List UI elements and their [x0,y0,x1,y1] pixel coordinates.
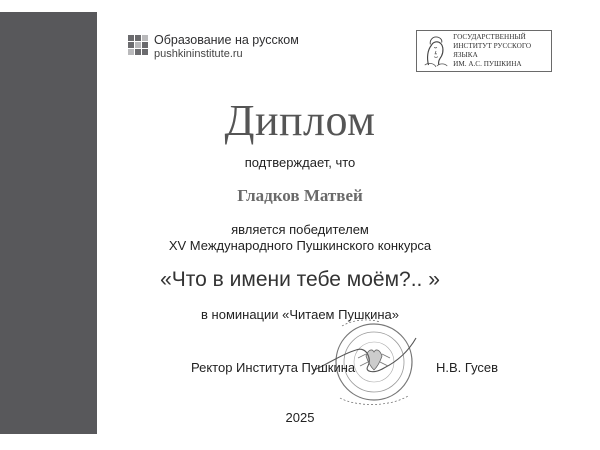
rector-name: Н.В. Гусев [436,360,499,375]
contest-line: XV Международного Пушкинского конкурса [168,238,432,253]
institute-line-2: ИНСТИТУТ РУССКОГО ЯЗЫКА [453,42,532,59]
is-winner-line: является победителем [231,222,369,237]
grid-logo-icon [128,35,148,57]
diploma-title: Диплом [224,96,376,145]
institute-logo [416,30,552,72]
recipient-name: Гладков Матвей [237,186,363,205]
nomination-text: в номинации «Читаем Пушкина» [201,307,399,322]
institute-line-3: ИМ. А.С. ПУШКИНА [453,60,522,68]
winner-text [0,222,600,254]
institute-line-1: ГОСУДАРСТВЕННЫЙ [453,33,526,41]
org-url: pushkininstitute.ru [154,48,243,60]
pushkin-portrait-icon [421,32,449,70]
rector-position: Ректор Института Пушкина [191,360,356,375]
org-logo [128,33,299,61]
contest-title: «Что в имени тебе моём?.. » [160,268,440,291]
org-name: Образование на русском [154,33,299,47]
confirms-text: подтверждает, что [244,155,356,170]
diploma-year: 2025 [285,410,315,425]
